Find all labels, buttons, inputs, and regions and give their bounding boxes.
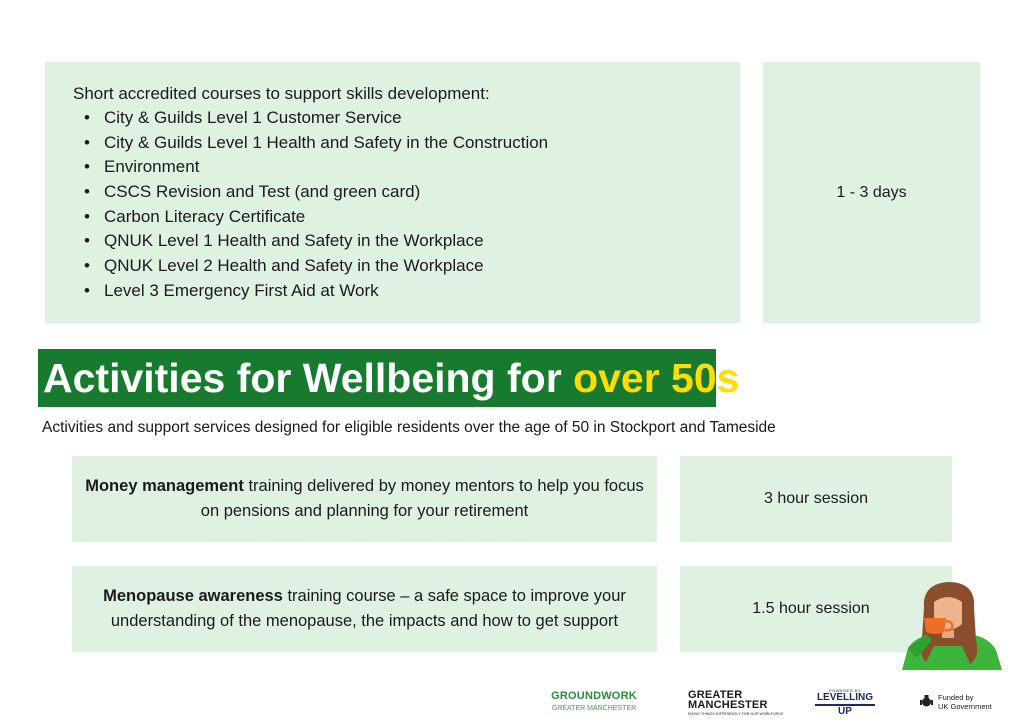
menopause-awareness-description bbox=[80, 584, 649, 634]
money-management-description bbox=[80, 474, 649, 524]
courses-intro: Short accredited courses to support skills development: bbox=[73, 84, 490, 103]
list-item: • Environment bbox=[73, 155, 548, 180]
list-item: • CSCS Revision and Test (and green card) bbox=[73, 180, 548, 205]
list-item: • City & Guilds Level 1 Customer Service bbox=[73, 106, 548, 131]
list-item: • City & Guilds Level 1 Health and Safety in the Construction bbox=[73, 131, 548, 156]
activity-name: Money management bbox=[85, 477, 244, 495]
money-management-duration-panel bbox=[680, 456, 952, 542]
activity-description: training delivered by money mentors to help you focus on pensions and planning for your retirement bbox=[200, 477, 644, 520]
activity-name: Menopause awareness bbox=[103, 587, 283, 605]
list-item: • Level 3 Emergency First Aid at Work bbox=[73, 279, 548, 304]
course-list bbox=[73, 106, 548, 304]
courses-duration: 1 - 3 days bbox=[836, 183, 907, 201]
menopause-awareness-duration: 1.5 hour session bbox=[752, 600, 870, 617]
courses-panel bbox=[45, 62, 740, 323]
groundwork-logo: GROUNDWORK GREATER MANCHESTER bbox=[551, 690, 637, 712]
list-item: • Carbon Literacy Certificate bbox=[73, 205, 548, 230]
section-title-accent: over 50s bbox=[573, 355, 740, 401]
section-title bbox=[38, 349, 740, 407]
money-management-panel bbox=[72, 456, 657, 542]
section-title-main: Activities for Wellbeing for bbox=[43, 355, 562, 401]
menopause-awareness-panel bbox=[72, 566, 657, 652]
money-management-duration: 3 hour session bbox=[763, 490, 869, 507]
list-item: • QNUK Level 2 Health and Safety in the Workplace bbox=[73, 254, 548, 279]
section-subtitle: Activities and support services designed for eligible residents over the age of 50 in Stockport and Tameside bbox=[42, 419, 776, 436]
activity-description: training course – a safe space to improve your understanding of the menopause, the impacts and how to get support bbox=[110, 587, 626, 630]
royal-crest-icon bbox=[919, 694, 934, 709]
levelling-up-logo: POWERED BY LEVELLING UP bbox=[816, 688, 874, 717]
courses-duration-panel bbox=[763, 62, 980, 323]
woman-drinking-illustration bbox=[896, 578, 1006, 670]
list-item: • QNUK Level 1 Health and Safety in the Workplace bbox=[73, 229, 548, 254]
greater-manchester-logo: GREATER MANCHESTER DOING THINGS DIFFERENTLY FOR OUR WORKFORCE bbox=[688, 689, 784, 716]
